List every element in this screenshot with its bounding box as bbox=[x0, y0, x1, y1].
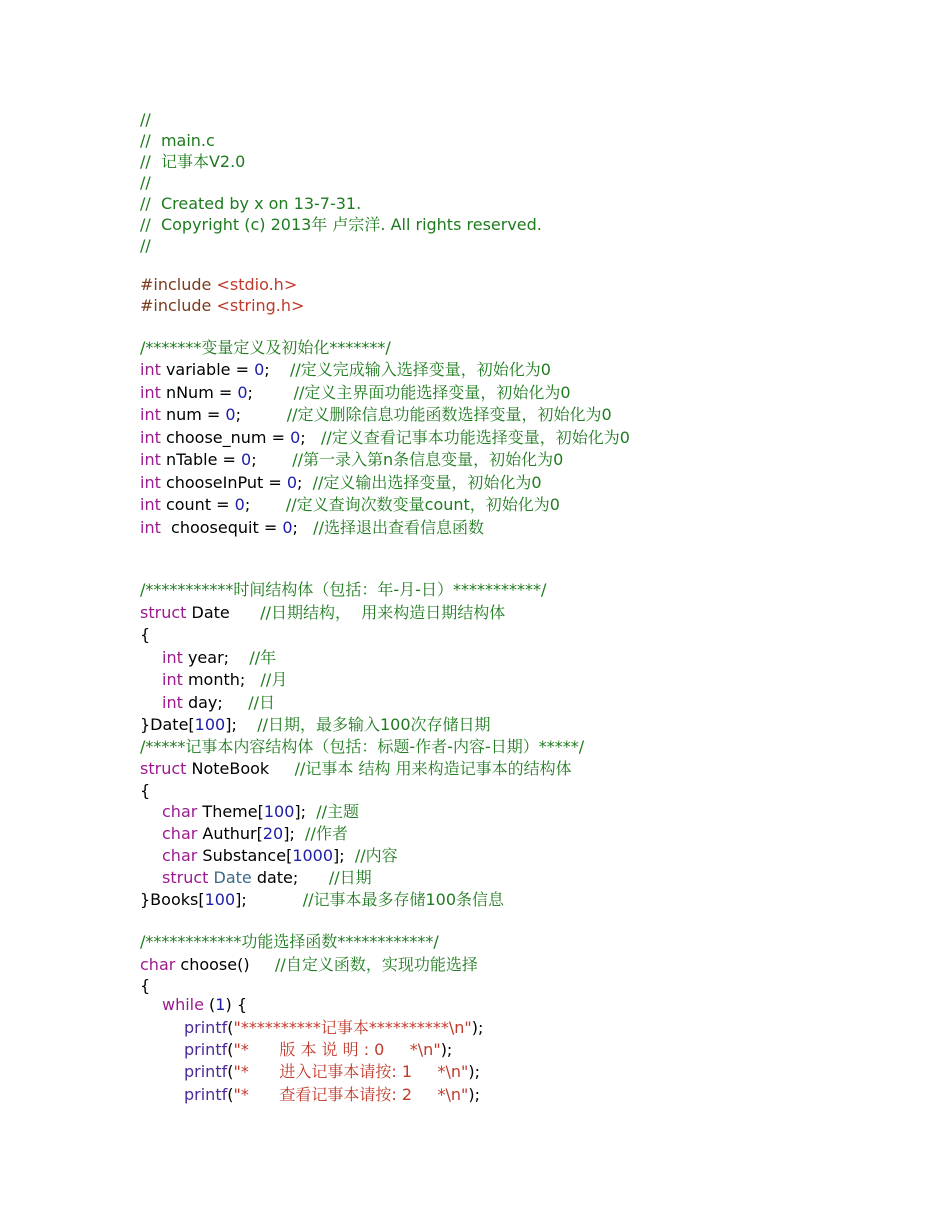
string-literal: "* 进入记事本请按: 1 *\n" bbox=[233, 1062, 469, 1081]
printf-call bbox=[140, 1062, 480, 1082]
comment-line: // bbox=[140, 173, 151, 192]
while-loop bbox=[140, 995, 247, 1015]
var-decl-variable bbox=[140, 360, 551, 380]
field-text: date; bbox=[251, 868, 329, 887]
function-signature: choose() bbox=[175, 955, 276, 974]
var-decl-choose-num bbox=[140, 428, 630, 448]
type-keyword: int bbox=[140, 405, 161, 424]
number-literal: 0 bbox=[282, 518, 293, 537]
type-keyword: int bbox=[140, 473, 161, 492]
type-keyword: int bbox=[162, 670, 183, 689]
inline-comment: //定义主界面功能选择变量，初始化为0 bbox=[293, 383, 571, 402]
decl-text: ; bbox=[292, 518, 314, 537]
inline-comment: //定义删除信息功能函数选择变量，初始化为0 bbox=[286, 405, 612, 424]
var-decl-nnum bbox=[140, 383, 571, 403]
call-text: ( bbox=[227, 1085, 234, 1104]
loop-text: ( bbox=[203, 995, 216, 1014]
include-directive: #include bbox=[140, 296, 217, 315]
close-text: }Date[ bbox=[140, 715, 195, 734]
type-keyword: int bbox=[140, 495, 161, 514]
brace-open: { bbox=[140, 976, 151, 995]
date-struct-close bbox=[140, 715, 491, 735]
field-text: Theme[ bbox=[197, 802, 264, 821]
include-file: <stdio.h> bbox=[216, 275, 298, 294]
close-text: }Books[ bbox=[140, 890, 205, 909]
include-file: <string.h> bbox=[216, 296, 305, 315]
type-keyword: int bbox=[162, 648, 183, 667]
call-text: ( bbox=[227, 1040, 234, 1059]
number-literal: 0 bbox=[254, 360, 265, 379]
inline-comment: //记事本 结构 用来构造记事本的结构体 bbox=[294, 759, 572, 778]
number-literal: 1 bbox=[215, 995, 226, 1014]
close-text: ]; bbox=[235, 890, 303, 909]
field-text: Substance[ bbox=[197, 846, 293, 865]
var-decl-num bbox=[140, 405, 612, 425]
function-name: printf bbox=[184, 1040, 228, 1059]
inline-comment: //日期 bbox=[328, 868, 372, 887]
call-text: ); bbox=[468, 1085, 480, 1104]
function-header-comment: /************功能选择函数************/ bbox=[140, 932, 439, 951]
type-keyword: int bbox=[140, 450, 161, 469]
string-literal: "* 版 本 说 明 : 0 *\n" bbox=[233, 1040, 441, 1059]
decl-text: ; bbox=[251, 450, 293, 469]
function-name: printf bbox=[184, 1062, 228, 1081]
inline-comment: //内容 bbox=[354, 846, 398, 865]
notebook-struct-header-comment: /*****记事本内容结构体（包括：标题-作者-内容-日期）*****/ bbox=[140, 737, 585, 756]
decl-text: choose_num = bbox=[160, 428, 291, 447]
number-literal: 0 bbox=[225, 405, 236, 424]
type-keyword: char bbox=[162, 846, 198, 865]
call-text: ( bbox=[227, 1018, 234, 1037]
number-literal: 0 bbox=[234, 495, 245, 514]
number-literal: 0 bbox=[286, 473, 298, 492]
while-keyword: while bbox=[162, 995, 204, 1014]
comment-title: // 记事本V2.0 bbox=[140, 152, 246, 171]
field-date bbox=[140, 868, 372, 888]
number-literal: 100 bbox=[263, 802, 295, 821]
inline-comment: //记事本最多存储100条信息 bbox=[302, 890, 505, 909]
inline-comment: //日期，最多输入100次存储日期 bbox=[257, 715, 491, 734]
printf-call bbox=[140, 1018, 483, 1038]
close-text: ]; bbox=[225, 715, 258, 734]
brace-open: { bbox=[140, 781, 151, 800]
decl-text: ; bbox=[300, 428, 321, 447]
inline-comment: //作者 bbox=[305, 824, 348, 843]
comment-line: // bbox=[140, 110, 151, 129]
inline-comment: //日期结构， 用来构造日期结构体 bbox=[260, 603, 506, 622]
date-struct-header-comment: /***********时间结构体（包括：年-月-日）***********/ bbox=[140, 580, 547, 599]
number-literal: 0 bbox=[237, 383, 248, 402]
field-text: ]; bbox=[294, 802, 317, 821]
struct-name: NoteBook bbox=[186, 759, 295, 778]
struct-keyword: struct bbox=[140, 759, 187, 778]
string-literal: "* 查看记事本请按: 2 *\n" bbox=[233, 1085, 469, 1104]
inline-comment: //定义完成输入选择变量，初始化为0 bbox=[290, 360, 551, 379]
string-literal: "**********记事本**********\n" bbox=[233, 1018, 472, 1037]
function-name: printf bbox=[184, 1085, 228, 1104]
type-keyword: char bbox=[140, 955, 176, 974]
decl-text: variable = bbox=[160, 360, 255, 379]
field-year bbox=[140, 648, 276, 668]
decl-text: ; bbox=[244, 495, 286, 514]
struct-name: Date bbox=[186, 603, 261, 622]
call-text: ); bbox=[440, 1040, 453, 1059]
field-text: year; bbox=[182, 648, 250, 667]
type-keyword: int bbox=[140, 360, 161, 379]
comment-created: // Created by x on 13-7-31. bbox=[140, 194, 362, 213]
inline-comment: //主题 bbox=[316, 802, 359, 821]
loop-text: ) { bbox=[225, 995, 247, 1014]
type-keyword: char bbox=[162, 824, 198, 843]
decl-text: num = bbox=[160, 405, 226, 424]
function-name: printf bbox=[184, 1018, 228, 1037]
printf-call bbox=[140, 1085, 480, 1105]
type-name: Date bbox=[208, 868, 252, 887]
inline-comment: //定义查询次数变量count，初始化为0 bbox=[285, 495, 560, 514]
type-keyword: int bbox=[140, 383, 161, 402]
type-keyword: int bbox=[140, 428, 161, 447]
call-text: ( bbox=[227, 1062, 234, 1081]
var-decl-ntable bbox=[140, 450, 563, 470]
comment-filename: // main.c bbox=[140, 131, 215, 150]
number-literal: 100 bbox=[194, 715, 226, 734]
field-text: ]; bbox=[333, 846, 355, 865]
printf-call bbox=[140, 1040, 452, 1060]
type-keyword: char bbox=[162, 802, 198, 821]
inline-comment: //选择退出查看信息函数 bbox=[313, 518, 484, 537]
field-text: ]; bbox=[283, 824, 306, 843]
comment-line: // bbox=[140, 236, 151, 255]
field-text: Authur[ bbox=[197, 824, 263, 843]
inline-comment: //年 bbox=[249, 648, 277, 667]
variables-header-comment: /*******变量定义及初始化*******/ bbox=[140, 338, 391, 357]
decl-text: nTable = bbox=[160, 450, 242, 469]
struct-keyword: struct bbox=[140, 603, 187, 622]
var-decl-choosequit bbox=[140, 518, 484, 538]
field-theme bbox=[140, 802, 359, 822]
number-literal: 100 bbox=[204, 890, 236, 909]
include-stdio bbox=[140, 275, 297, 295]
field-text: day; bbox=[182, 693, 249, 712]
var-decl-chooseinput bbox=[140, 473, 542, 493]
choose-function-decl bbox=[140, 955, 478, 975]
type-keyword: int bbox=[162, 693, 183, 712]
date-struct-decl bbox=[140, 603, 505, 623]
decl-text: ; bbox=[235, 405, 287, 424]
decl-text: nNum = bbox=[160, 383, 238, 402]
inline-comment: //日 bbox=[248, 693, 275, 712]
inline-comment: //第一录入第n条信息变量，初始化为0 bbox=[292, 450, 564, 469]
brace-open: { bbox=[140, 625, 151, 644]
type-keyword: int bbox=[140, 518, 161, 537]
inline-comment: //自定义函数，实现功能选择 bbox=[275, 955, 478, 974]
field-month bbox=[140, 670, 287, 690]
field-substance bbox=[140, 846, 398, 866]
number-literal: 0 bbox=[241, 450, 252, 469]
number-literal: 20 bbox=[262, 824, 284, 843]
decl-text: count = bbox=[160, 495, 235, 514]
include-directive: #include bbox=[140, 275, 217, 294]
inline-comment: //定义输出选择变量，初始化为0 bbox=[312, 473, 542, 492]
notebook-struct-close bbox=[140, 890, 504, 910]
field-text: month; bbox=[182, 670, 261, 689]
inline-comment: //定义查看记事本功能选择变量，初始化为0 bbox=[320, 428, 630, 447]
decl-text: ; bbox=[247, 383, 294, 402]
comment-copyright: // Copyright (c) 2013年 卢宗洋. All rights reserved. bbox=[140, 215, 542, 234]
number-literal: 0 bbox=[290, 428, 301, 447]
number-literal: 1000 bbox=[292, 846, 334, 865]
call-text: ); bbox=[471, 1018, 484, 1037]
include-string bbox=[140, 296, 304, 316]
decl-text: ; bbox=[297, 473, 313, 492]
call-text: ); bbox=[468, 1062, 480, 1081]
notebook-struct-decl bbox=[140, 759, 572, 779]
inline-comment: //月 bbox=[260, 670, 288, 689]
struct-keyword: struct bbox=[162, 868, 209, 887]
var-decl-count bbox=[140, 495, 560, 515]
field-authur bbox=[140, 824, 348, 844]
decl-text: choosequit = bbox=[160, 518, 283, 537]
decl-text: ; bbox=[264, 360, 290, 379]
field-day bbox=[140, 693, 275, 713]
decl-text: chooseInPut = bbox=[160, 473, 287, 492]
